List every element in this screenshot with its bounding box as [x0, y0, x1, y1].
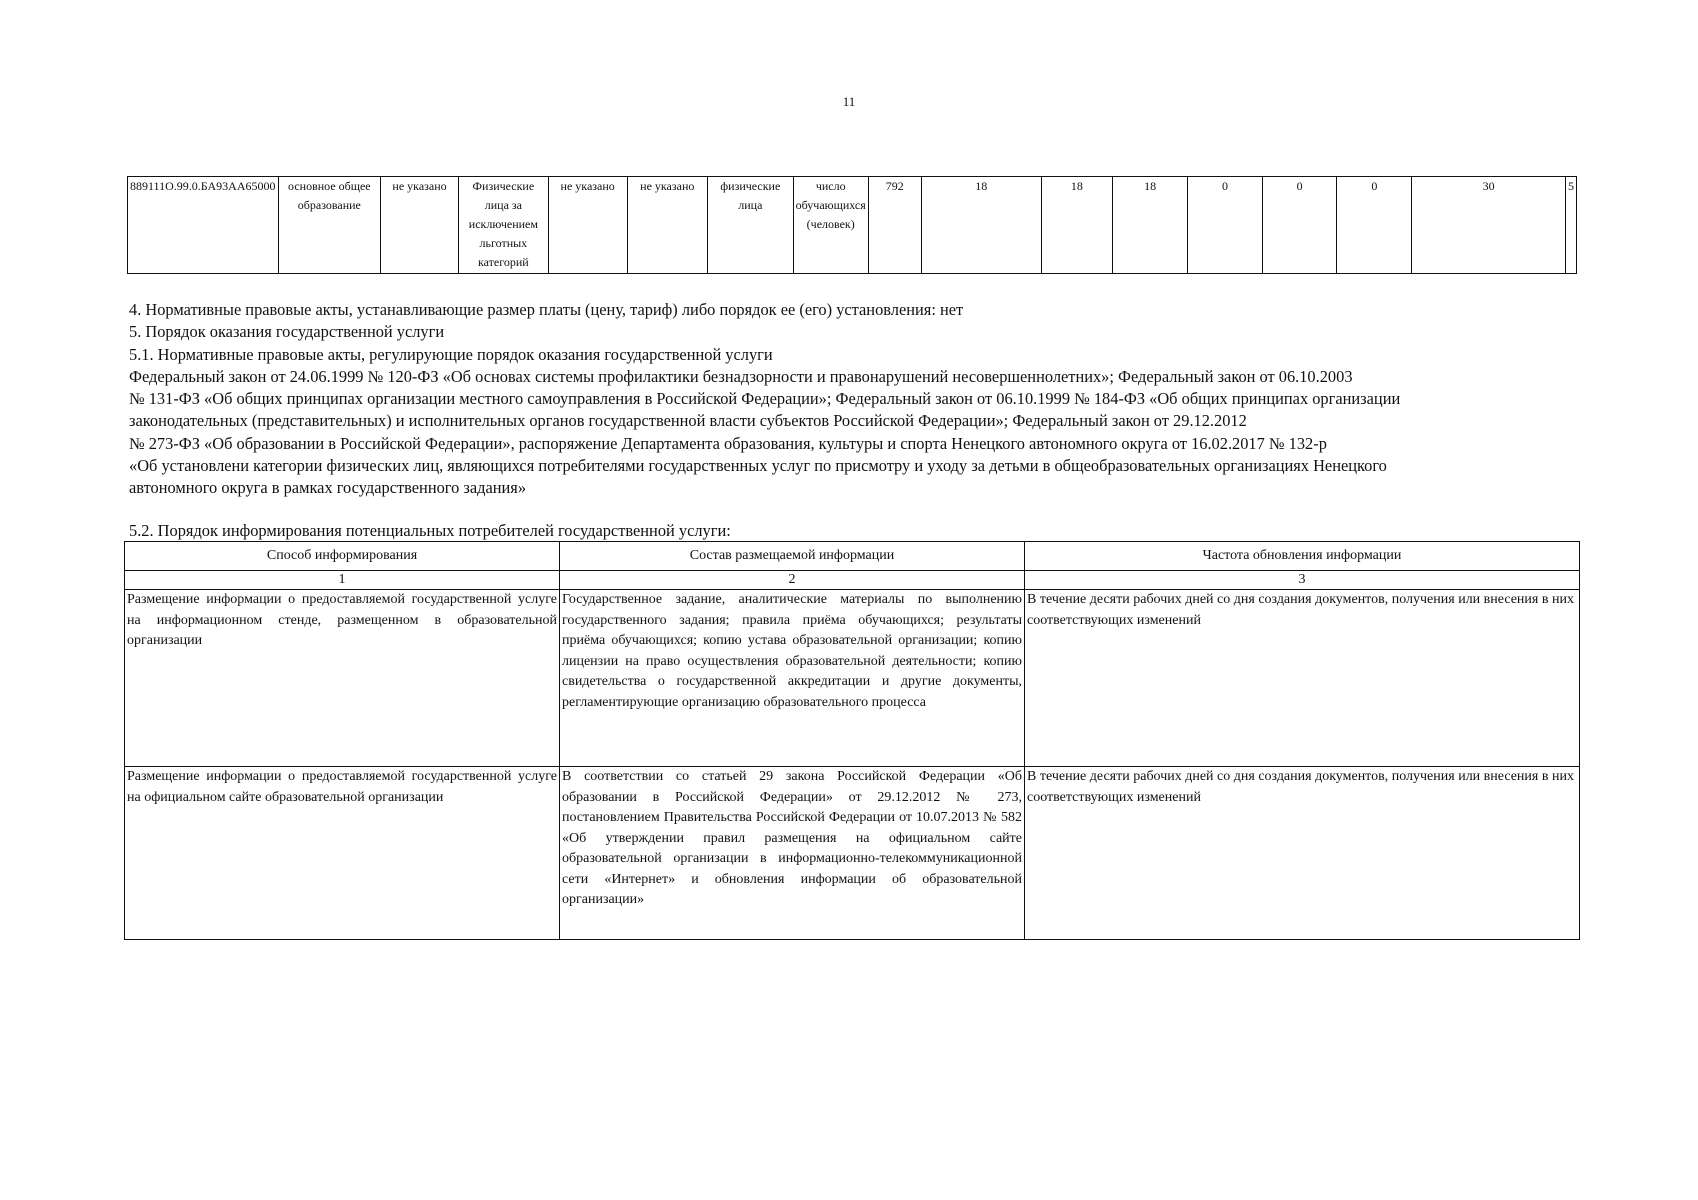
- table-cell: 792: [868, 177, 921, 274]
- table-cell: не указано: [548, 177, 627, 274]
- paragraph: № 131-ФЗ «Об общих принципах организации местного самоуправления в Российской Федерации»; Федеральный закон от 06.10.1999 № 184-ФЗ «Об общих принципах организации: [129, 389, 1401, 409]
- frequency-cell: В течение десяти рабочих дней со дня создания документов, получения или внесения в них соответствующих изменений: [1025, 767, 1580, 940]
- page-number: 11: [842, 94, 856, 109]
- table-cell: 0: [1262, 177, 1337, 274]
- table-cell: Физические лица за исключением льготных категорий: [458, 177, 548, 274]
- table-cell: не указано: [381, 177, 459, 274]
- table-row: [128, 177, 1577, 274]
- table-cell: 0: [1188, 177, 1263, 274]
- column-number: 1: [125, 571, 560, 590]
- content-cell: Государственное задание, аналитические материалы по выполнению государственного задания; правила приёма обучающихся; результаты приёма обучающихся; копию устава образовательной организации; копию лицензии на право осуществления образовательной деятельности; копию свидетельства о государственной аккредитации и другие документы, регламентирующие организацию образовательного процесса: [560, 590, 1025, 767]
- table-cell: не указано: [627, 177, 708, 274]
- table-row: [125, 767, 1580, 940]
- table-header-row: [125, 542, 1580, 571]
- paragraph: 5. Порядок оказания государственной услуги: [129, 322, 445, 342]
- table-cell: 18: [1113, 177, 1188, 274]
- paragraph: законодательных (представительных) и исполнительных органов государственной власти субъектов Российской Федерации»; Федеральный закон от 29.12.2012: [129, 411, 1247, 431]
- service-indicator-table: [127, 176, 1577, 274]
- table-row: [125, 590, 1580, 767]
- method-cell: Размещение информации о предоставляемой государственной услуге на информационном стенде, размещенном в образовательной организации: [125, 590, 560, 767]
- column-number: 2: [560, 571, 1025, 590]
- table-cell: 5: [1566, 177, 1577, 274]
- column-header: Частота обновления информации: [1025, 542, 1580, 571]
- paragraph: Федеральный закон от 24.06.1999 № 120-ФЗ «Об основах системы профилактики безнадзорности и правонарушений несовершеннолетних»; Федеральный закон от 06.10.2003: [129, 366, 1353, 386]
- paragraph: № 273-ФЗ «Об образовании в Российской Федерации», распоряжение Департамента образования, культуры и спорта Ненецкого автономного округа от 16.02.2017 № 132-р: [129, 433, 1327, 453]
- column-header: Состав размещаемой информации: [560, 542, 1025, 571]
- column-number: 3: [1025, 571, 1580, 590]
- registry-number-cell: 889111О.99.0.БА93АА65000: [128, 177, 279, 274]
- method-cell: Размещение информации о предоставляемой государственной услуге на официальном сайте образовательной организации: [125, 767, 560, 940]
- column-header: Способ информирования: [125, 542, 560, 571]
- table-cell: основное общее образование: [278, 177, 381, 274]
- informing-table: [124, 541, 1580, 940]
- table-cell: физические лица: [708, 177, 794, 274]
- paragraph: 5.1. Нормативные правовые акты, регулирующие порядок оказания государственной услуги: [129, 344, 773, 364]
- table-cell: 18: [1041, 177, 1112, 274]
- legal-acts-section: [129, 299, 1579, 500]
- column-number-row: [125, 571, 1580, 590]
- table-cell: число обучающихся (человек): [793, 177, 868, 274]
- paragraph: «Об установлени категории физических лиц, являющихся потребителями государственных услуг по присмотру и уходу за детьми в общеобразовательных организациях Ненецкого: [129, 456, 1387, 476]
- info-section-title: 5.2. Порядок информирования потенциальных потребителей государственной услуги:: [129, 521, 731, 540]
- table-cell: 18: [921, 177, 1041, 274]
- content-cell: В соответствии со статьей 29 закона Российской Федерации «Об образовании в Российской Федерации» от 29.12.2012 № 273, постановлением Правительства Российской Федерации от 10.07.2013 № 582 «Об утверждении правил размещения на официальном сайте образовательной организации в информационно-телекоммуникационной сети «Интернет» и обновления информации об образовательной организации»: [560, 767, 1025, 940]
- paragraph: 4. Нормативные правовые акты, устанавливающие размер платы (цену, тариф) либо порядок ее (его) установления: нет: [129, 300, 964, 319]
- frequency-cell: В течение десяти рабочих дней со дня создания документов, получения или внесения в них соответствующих изменений: [1025, 590, 1580, 767]
- table-cell: 30: [1412, 177, 1566, 274]
- table-cell: 0: [1337, 177, 1412, 274]
- paragraph: автономного округа в рамках государственного задания»: [129, 478, 527, 498]
